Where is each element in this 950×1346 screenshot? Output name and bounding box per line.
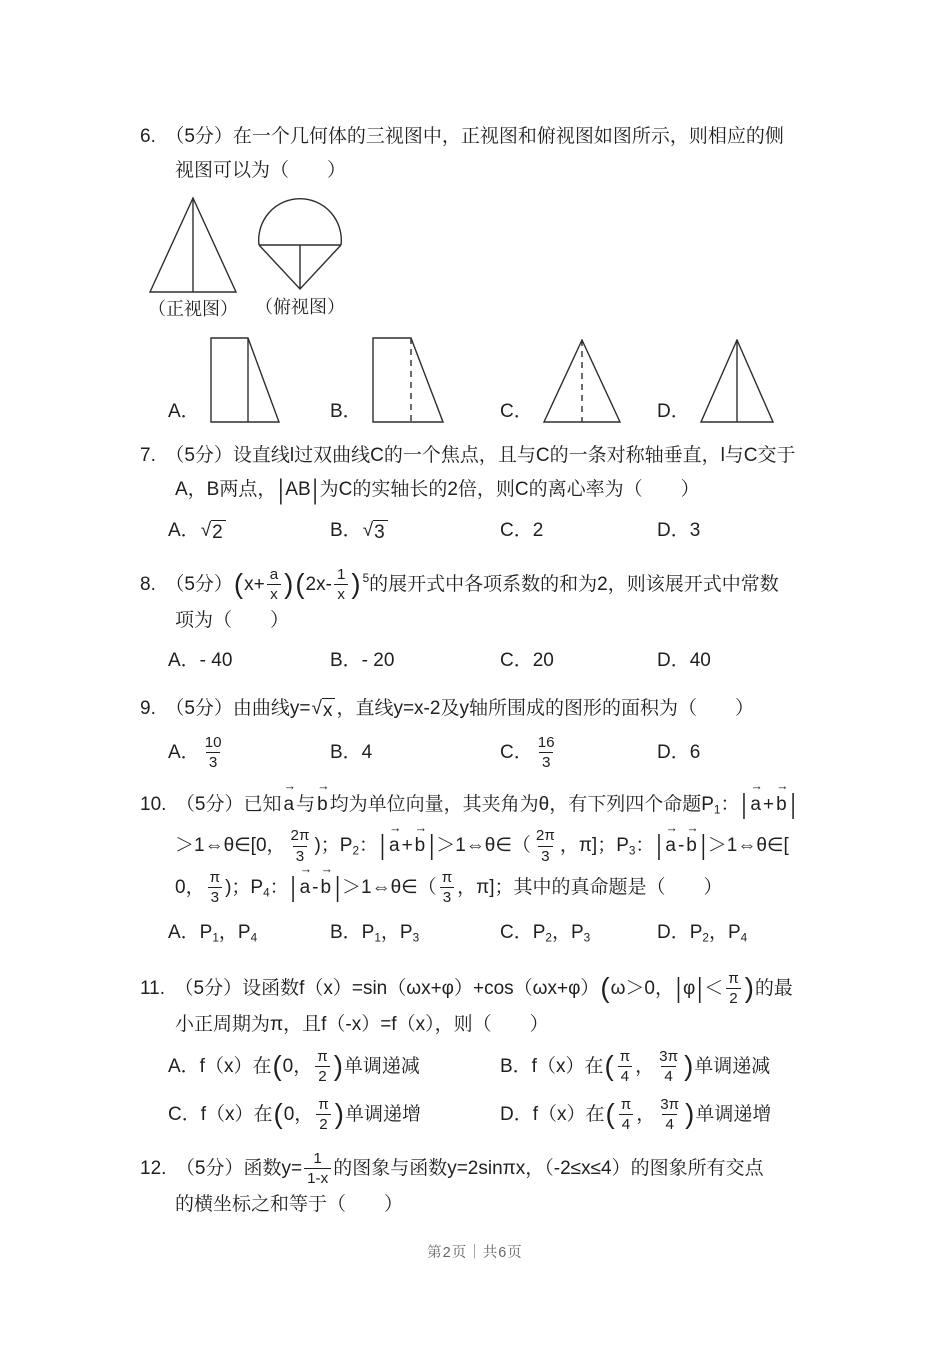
q9-option-d: D．6 — [657, 741, 701, 763]
q11-option-c: C．f（x）在(0， $\frac{\pi}{2}$ )单调递增 — [168, 1095, 421, 1134]
trapezoid-outline — [373, 338, 443, 422]
top-view-block — [252, 196, 348, 319]
exam-page-body — [140, 104, 830, 1222]
q6-option-c-shape-triangle-dashed — [543, 339, 621, 423]
q10-option-c: C．$P_2$，$P_3$ — [500, 922, 591, 945]
q10-option-d: D．$P_2$，$P_4$ — [657, 922, 748, 945]
q8-option-d: D．40 — [657, 649, 711, 671]
q6-option-a-label: A． — [168, 400, 200, 422]
question-6-text-line-1: 6. （5分）在一个几何体的三视图中，正视图和俯视图如图所示，则相应的侧 — [140, 126, 784, 147]
q6-option-c-label: C． — [500, 400, 533, 422]
q6-option-b-shape-trapezoid-dashed — [372, 337, 444, 423]
q7-option-a: A． √ 2 — [168, 516, 330, 546]
q6-option-d — [657, 337, 830, 423]
question-10-text-line-3: 0， $\frac{\pi}{3}$ )；$P_4$： | a → - b → | ＞1⇔θ∈（ $\frac{\pi}{3}$ ，π]；其中的真命题是（ ） — [175, 862, 723, 907]
top-view-figure — [252, 196, 348, 292]
q7-option-b: B． √ 3 — [330, 516, 500, 546]
question-6-options — [168, 337, 830, 423]
question-10-options — [168, 918, 830, 954]
question-10-text-line-2: ＞1⇔θ∈[0， $\frac{2\pi}{3}$ )；$P_2$： | a → + b → | ＞1⇔θ∈（ $\frac{2\pi}{3}$ ，π]；$P_3$： | a → - b → | ＞1⇔θ∈[ — [175, 820, 789, 865]
q6-option-b-label: B． — [330, 400, 362, 422]
q10-option-a: A．$P_1$，$P_4$ — [168, 922, 258, 945]
question-8-text-line-2: 项为（ ） — [175, 609, 290, 631]
q9-option-b: B．4 — [330, 741, 373, 763]
top-view-label: （俯视图） — [255, 297, 345, 317]
question-7-options — [168, 516, 830, 546]
question-6-text-line-2: 视图可以为（ ） — [175, 160, 347, 181]
q8-option-a: A．- 40 — [168, 649, 233, 671]
question-9-options — [168, 734, 830, 772]
q6-option-b — [330, 337, 500, 423]
question-8-text-line-1: 8. （5分）(x+ $\frac{a}{x}$ )(2x- $\frac{1}{x}$ ) $^5$的展开式中各项系数的和为2，则该展开式中常数 — [140, 565, 779, 604]
question-10-text-line-1: 10. （5分）已知 a → 与 b → 均为单位向量，其夹角为θ，有下列四个命题$P_1$： | a → + b → | — [140, 779, 796, 821]
question-9 — [140, 692, 830, 772]
question-8-options — [168, 646, 830, 676]
q8-option-c: C．20 — [500, 649, 554, 671]
q11-option-b: B．f（x）在( $\frac{\pi}{4}$ ， $\frac{3\pi}{4}$ )单调递减 — [500, 1047, 771, 1086]
question-11-text-line-2: 小正周期为π，且f（-x）=f（x），则（ ） — [175, 1013, 549, 1035]
q8-option-b: B．- 20 — [330, 649, 395, 671]
q6-option-a — [168, 337, 330, 423]
front-view-label: （正视图） — [148, 299, 238, 319]
question-6-figure-row — [140, 196, 830, 321]
question-9-text-line-1: 9. （5分）由曲线y= √ x ，直线y=x-2及y轴所围成的图形的面积为（ ） — [140, 697, 754, 721]
question-11 — [140, 970, 830, 1134]
front-view-block — [148, 196, 238, 321]
q10-option-b: B．$P_1$，$P_3$ — [330, 922, 420, 945]
trapezoid-outline — [211, 338, 279, 422]
question-12-text-line-1: 12. （5分）函数y= $\frac{1}{1-x}$ 的图象与函数y=2sinπx，（-2≤x≤4）的图象所有交点 — [140, 1149, 764, 1188]
question-7-text-line-2: A，B两点， | AB | 为C的实轴长的2倍，则C的离心率为（ ） — [175, 474, 700, 506]
question-7 — [140, 439, 830, 546]
q6-option-a-shape-trapezoid-solid — [210, 337, 280, 423]
question-8 — [140, 562, 830, 676]
front-view-figure — [148, 196, 238, 294]
question-12-text-line-2: 的横坐标之和等于（ ） — [175, 1193, 404, 1215]
q6-option-d-label: D． — [657, 400, 690, 422]
q9-option-a: A． $\frac{10}{3}$ — [168, 733, 222, 772]
page-footer: 第2页｜共6页 — [427, 1245, 523, 1261]
q11-option-a: A．f（x）在(0， $\frac{\pi}{2}$ )单调递减 — [168, 1047, 420, 1086]
q6-option-c — [500, 337, 657, 423]
question-12 — [140, 1150, 830, 1222]
q6-option-d-shape-triangle-solid — [700, 339, 774, 423]
q9-option-c: C． $\frac{16}{3}$ — [500, 733, 555, 772]
question-7-text-line-1: 7. （5分）设直线l过双曲线C的一个焦点，且与C的一条对称轴垂直，l与C交于 — [140, 444, 796, 466]
question-6 — [140, 120, 830, 423]
question-11-text-line-1: 11. （5分）设函数f（x）=sin（ωx+φ）+cos（ωx+φ）(ω＞0， | φ | ＜ $\frac{\pi}{2}$ )的最 — [140, 969, 793, 1008]
question-11-options — [168, 1048, 830, 1134]
question-10 — [140, 779, 830, 954]
q11-option-d: D．f（x）在( $\frac{\pi}{4}$ ， $\frac{3\pi}{4}$ )单调递增 — [500, 1095, 772, 1134]
q7-option-d: D．3 — [657, 519, 701, 541]
q7-option-c: C．2 — [500, 519, 544, 541]
top-view-arc — [259, 199, 342, 245]
